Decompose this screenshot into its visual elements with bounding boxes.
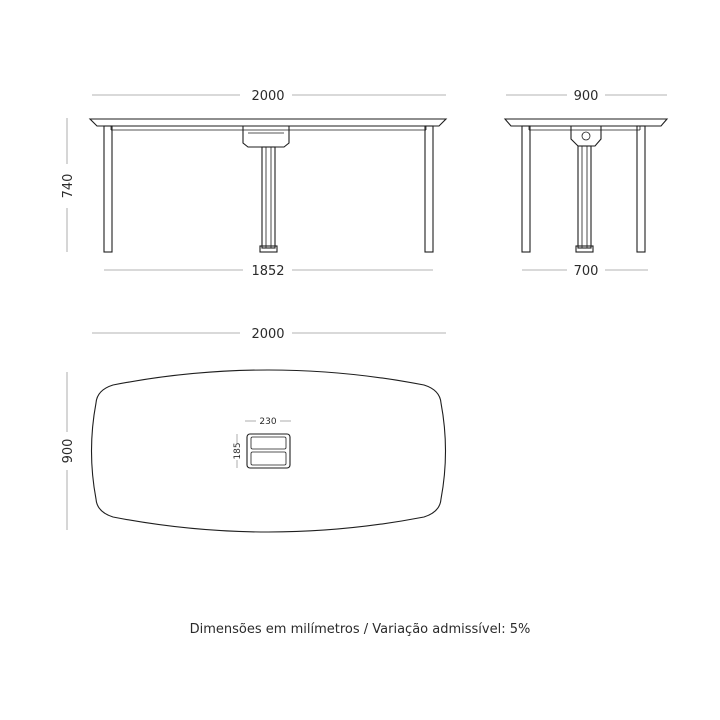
front-leg-left — [104, 126, 112, 252]
side-width-label: 900 — [573, 89, 599, 104]
front-leg-span-label: 1852 — [251, 264, 285, 279]
plan-view — [61, 327, 446, 532]
side-leg-left — [522, 126, 530, 252]
box-width-label: 230 — [259, 417, 277, 427]
box-width-dimension — [245, 417, 291, 427]
side-width-dimension — [506, 89, 667, 104]
box-depth-label: 185 — [233, 442, 243, 460]
front-top-width-dimension — [92, 89, 446, 104]
box-depth-dimension — [233, 434, 243, 468]
side-elevation — [505, 89, 667, 279]
plan-tabletop — [92, 370, 446, 532]
side-leg-right — [637, 126, 645, 252]
plan-depth-label: 900 — [61, 438, 76, 464]
units-note: Dimensões em milímetros / Variação admissível: 5% — [189, 622, 531, 637]
front-tabletop — [90, 119, 446, 126]
plan-cable-box — [247, 434, 290, 468]
front-cable-column — [260, 147, 277, 252]
side-cable-column — [576, 146, 593, 252]
side-tabletop — [505, 119, 667, 126]
plan-width-label: 2000 — [251, 327, 285, 342]
front-height-label: 740 — [61, 173, 76, 199]
front-leg-right — [425, 126, 433, 252]
plan-width-dimension — [92, 327, 446, 342]
front-cable-box — [243, 126, 289, 147]
side-leg-span-dimension — [522, 264, 648, 279]
front-top-width-label: 2000 — [251, 89, 285, 104]
side-leg-span-label: 700 — [573, 264, 599, 279]
front-height-dimension — [61, 118, 76, 252]
side-cable-box — [571, 126, 601, 146]
front-leg-span-dimension — [104, 264, 433, 279]
front-elevation — [61, 89, 446, 279]
plan-depth-dimension — [61, 372, 76, 530]
